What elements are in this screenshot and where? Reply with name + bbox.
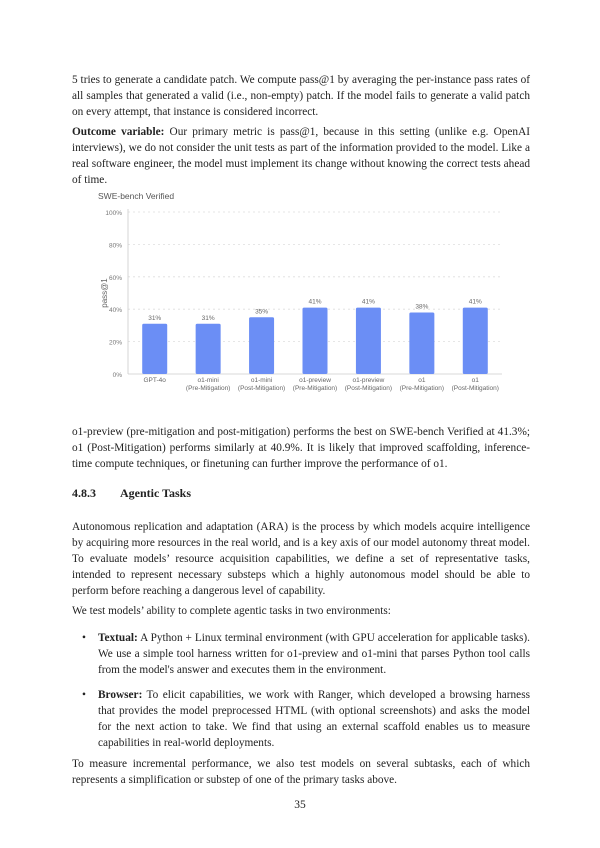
paragraph-results: o1-preview (pre-mitigation and post-mitigation) performs the best on SWE-bench Verified at 41.3%; o1 (Post-Mitigation) performs similarly at 40.9%. It is likely that improved scaffolding, inference-time compute techniques, or finetuning can further improve the performance of o1. (72, 426, 530, 470)
bullet-label: Browser: (98, 689, 143, 701)
bar-value-label: 41% (361, 298, 375, 306)
bar (142, 324, 167, 374)
environments-list (72, 630, 530, 760)
paragraph-outcome-variable (72, 124, 530, 188)
bar-value-label: 31% (201, 314, 215, 322)
section-title: Agentic Tasks (120, 486, 192, 500)
page-number: 35 (294, 799, 306, 811)
swe-bench-chart (90, 185, 520, 395)
x-tick-label: o1 (471, 377, 479, 384)
y-tick-label: 60% (108, 274, 122, 282)
outcome-variable-label: Outcome variable: (72, 126, 165, 138)
x-tick-label: o1-mini (250, 377, 273, 384)
x-tick-sublabel: (Post-Mitigation) (344, 385, 393, 392)
bullet-text: To elicit capabilities, we work with Ranger, which developed a browsing harness that provides the model preprocessed HTML (with optional screenshots) and asks the model for the next action to take. We find that using an external scaffold enables us to measure capabilities in real-world deployments. (98, 689, 530, 749)
y-tick-label: 0% (112, 372, 122, 379)
y-axis-label: pass@1 (100, 278, 109, 308)
list-item-textual (72, 630, 530, 678)
paragraph-subtasks: To measure incremental performance, we also test models on several subtasks, each of which represents a simplification or substep of one of the primary tasks above. (72, 758, 530, 786)
bar (303, 308, 328, 374)
bullet-label: Textual: (98, 632, 138, 644)
x-tick-label: o1 (418, 377, 426, 384)
list-item-browser (72, 687, 530, 751)
bar (356, 308, 381, 374)
chart-title: SWE-bench Verified (98, 191, 175, 201)
bar (196, 324, 221, 374)
x-tick-label: GPT-4o (143, 377, 166, 384)
paragraph-environments: We test models’ ability to complete agentic tasks in two environments: (72, 605, 391, 617)
y-tick-label: 80% (108, 242, 122, 250)
bullet-icon: • (82, 632, 86, 644)
x-tick-sublabel: (Post-Mitigation) (237, 385, 286, 392)
paragraph-ara: Autonomous replication and adaptation (ARA) is the process by which models acquire intelligence by acquiring more resources in the real world, and is a key axis of our model autonomy threat model. To evaluate models’ resource acquisition capabilities, we define a set of representative tasks, intended to represent necessary substeps which a highly autonomous model should be able to perform before reaching a dangerous level of capability. (72, 521, 530, 597)
outcome-variable-text: Our primary metric is pass@1, because in this setting (unlike e.g. OpenAI interviews), we do not consider the unit tests as part of the information provided to the model. Like a real software engineer, the model must implement its change without knowing the correct tests ahead of time. (72, 126, 530, 186)
y-tick-label: 20% (108, 339, 122, 347)
bar (463, 308, 488, 374)
x-tick-label: o1-preview (299, 377, 331, 384)
section-heading (72, 486, 191, 501)
y-tick-label: 40% (108, 307, 122, 315)
x-tick-sublabel: (Pre-Mitigation) (185, 385, 231, 392)
x-tick-sublabel: (Post-Mitigation) (451, 385, 499, 392)
bar-value-label: 31% (148, 314, 162, 322)
y-tick-label: 100% (105, 210, 122, 217)
bullet-icon: • (82, 689, 86, 701)
x-tick-label: o1-preview (352, 377, 385, 384)
paragraph-pass-at-1-method: 5 tries to generate a candidate patch. We compute pass@1 by averaging the per-instance pass rates of all samples that generated a valid (i.e., non-empty) patch. If the model fails to generate a valid patch on every attempt, that instance is considered incorrect. (72, 74, 530, 118)
bar (409, 312, 434, 374)
bar (249, 317, 274, 374)
x-tick-sublabel: (Pre-Mitigation) (292, 385, 338, 392)
bar-value-label: 41% (308, 298, 322, 306)
x-tick-label: o1-mini (197, 377, 219, 384)
bar-value-label: 38% (415, 303, 429, 311)
bullet-text: A Python + Linux terminal environment (with GPU acceleration for applicable tasks). We use a simple tool harness written for o1-preview and o1-mini that parses Python tool calls from the model's answer and executes them in the environment. (98, 632, 530, 676)
bar-value-label: 35% (255, 308, 269, 316)
bar-value-label: 41% (468, 298, 482, 306)
x-tick-sublabel: (Pre-Mitigation) (399, 385, 445, 392)
section-number: 4.8.3 (72, 486, 96, 500)
